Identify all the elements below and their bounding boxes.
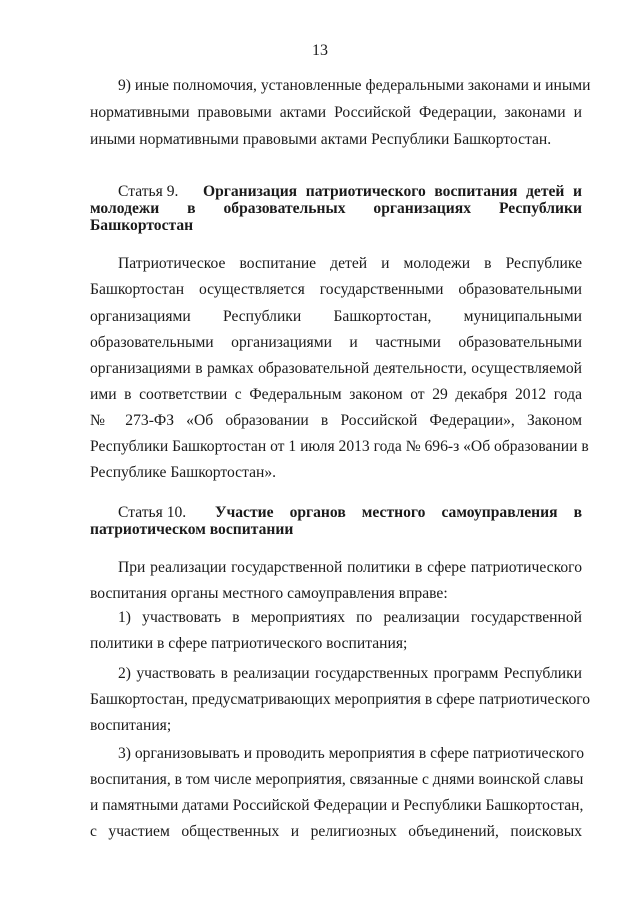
list-item-line: 3) организовывать и проводить мероприятия в сфере патриотического (118, 745, 585, 762)
page-number: 13 (312, 42, 328, 59)
paragraph-line: иными нормативными правовыми актами Республики Башкортостан. (90, 131, 552, 148)
list-item-line: 2) участвовать в реализации государственных программ Республики (118, 665, 582, 682)
article-9-body-line: № 273-ФЗ «Об образовании в Российской Федерации», Законом (90, 412, 582, 429)
list-item-line: политики в сфере патриотического воспитания; (90, 635, 408, 652)
article-10-intro-line: При реализации государственной политики в сфере патриотического (118, 559, 582, 576)
article-9-body-line: Патриотическое воспитание детей и молодежи в Республике (118, 255, 582, 272)
article-9-title: молодежи в образовательных организациях Республики (90, 200, 582, 217)
article-9-body-line: Республики Башкортостан от 1 июля 2013 года № 696-з «Об образовании в (90, 438, 589, 455)
article-9-body-line: ими в соответствии с Федеральным законом от 29 декабря 2012 года (90, 386, 582, 403)
article-9-title: Организация патриотического воспитания детей и (203, 183, 582, 200)
paragraph-line: 9) иные полномочия, установленные федеральными законами и иными (118, 77, 591, 94)
list-item-line: и памятными датами Российской Федерации и Республики Башкортостан, (90, 797, 584, 814)
list-item-line: 1) участвовать в мероприятиях по реализации государственной (118, 609, 582, 626)
article-9-body-line: Республике Башкортостан». (90, 464, 277, 481)
list-item-line: Башкортостан, предусматривающих мероприятия в сфере патриотического (90, 691, 591, 708)
article-9-label: Статья 9. (118, 183, 179, 200)
article-9-body-line: Башкортостан осуществляется государственными образовательными (90, 281, 582, 298)
article-9-body-line: организациями Республики Башкортостан, муниципальными (90, 308, 582, 325)
article-9-title: Башкортостан (90, 217, 194, 234)
article-10-label: Статья 10. (118, 504, 187, 521)
list-item-line: воспитания; (90, 717, 172, 734)
list-item-line: с участием общественных и религиозных объединений, поисковых (90, 823, 582, 840)
article-10-title: патриотическом воспитании (90, 521, 294, 538)
article-9-body-line: образовательными организациями и частными образовательными (90, 334, 582, 351)
list-item-line: воспитания, в том числе мероприятия, связанные с днями воинской славы (90, 771, 584, 788)
paragraph-line: нормативными правовыми актами Российской Федерации, законами и (90, 104, 582, 121)
article-10-title: Участие органов местного самоуправления в (215, 504, 582, 521)
article-10-intro-line: воспитания органы местного самоуправления вправе: (90, 585, 448, 602)
article-9-body-line: организациями в рамках образовательной деятельности, осуществляемой (90, 360, 582, 377)
